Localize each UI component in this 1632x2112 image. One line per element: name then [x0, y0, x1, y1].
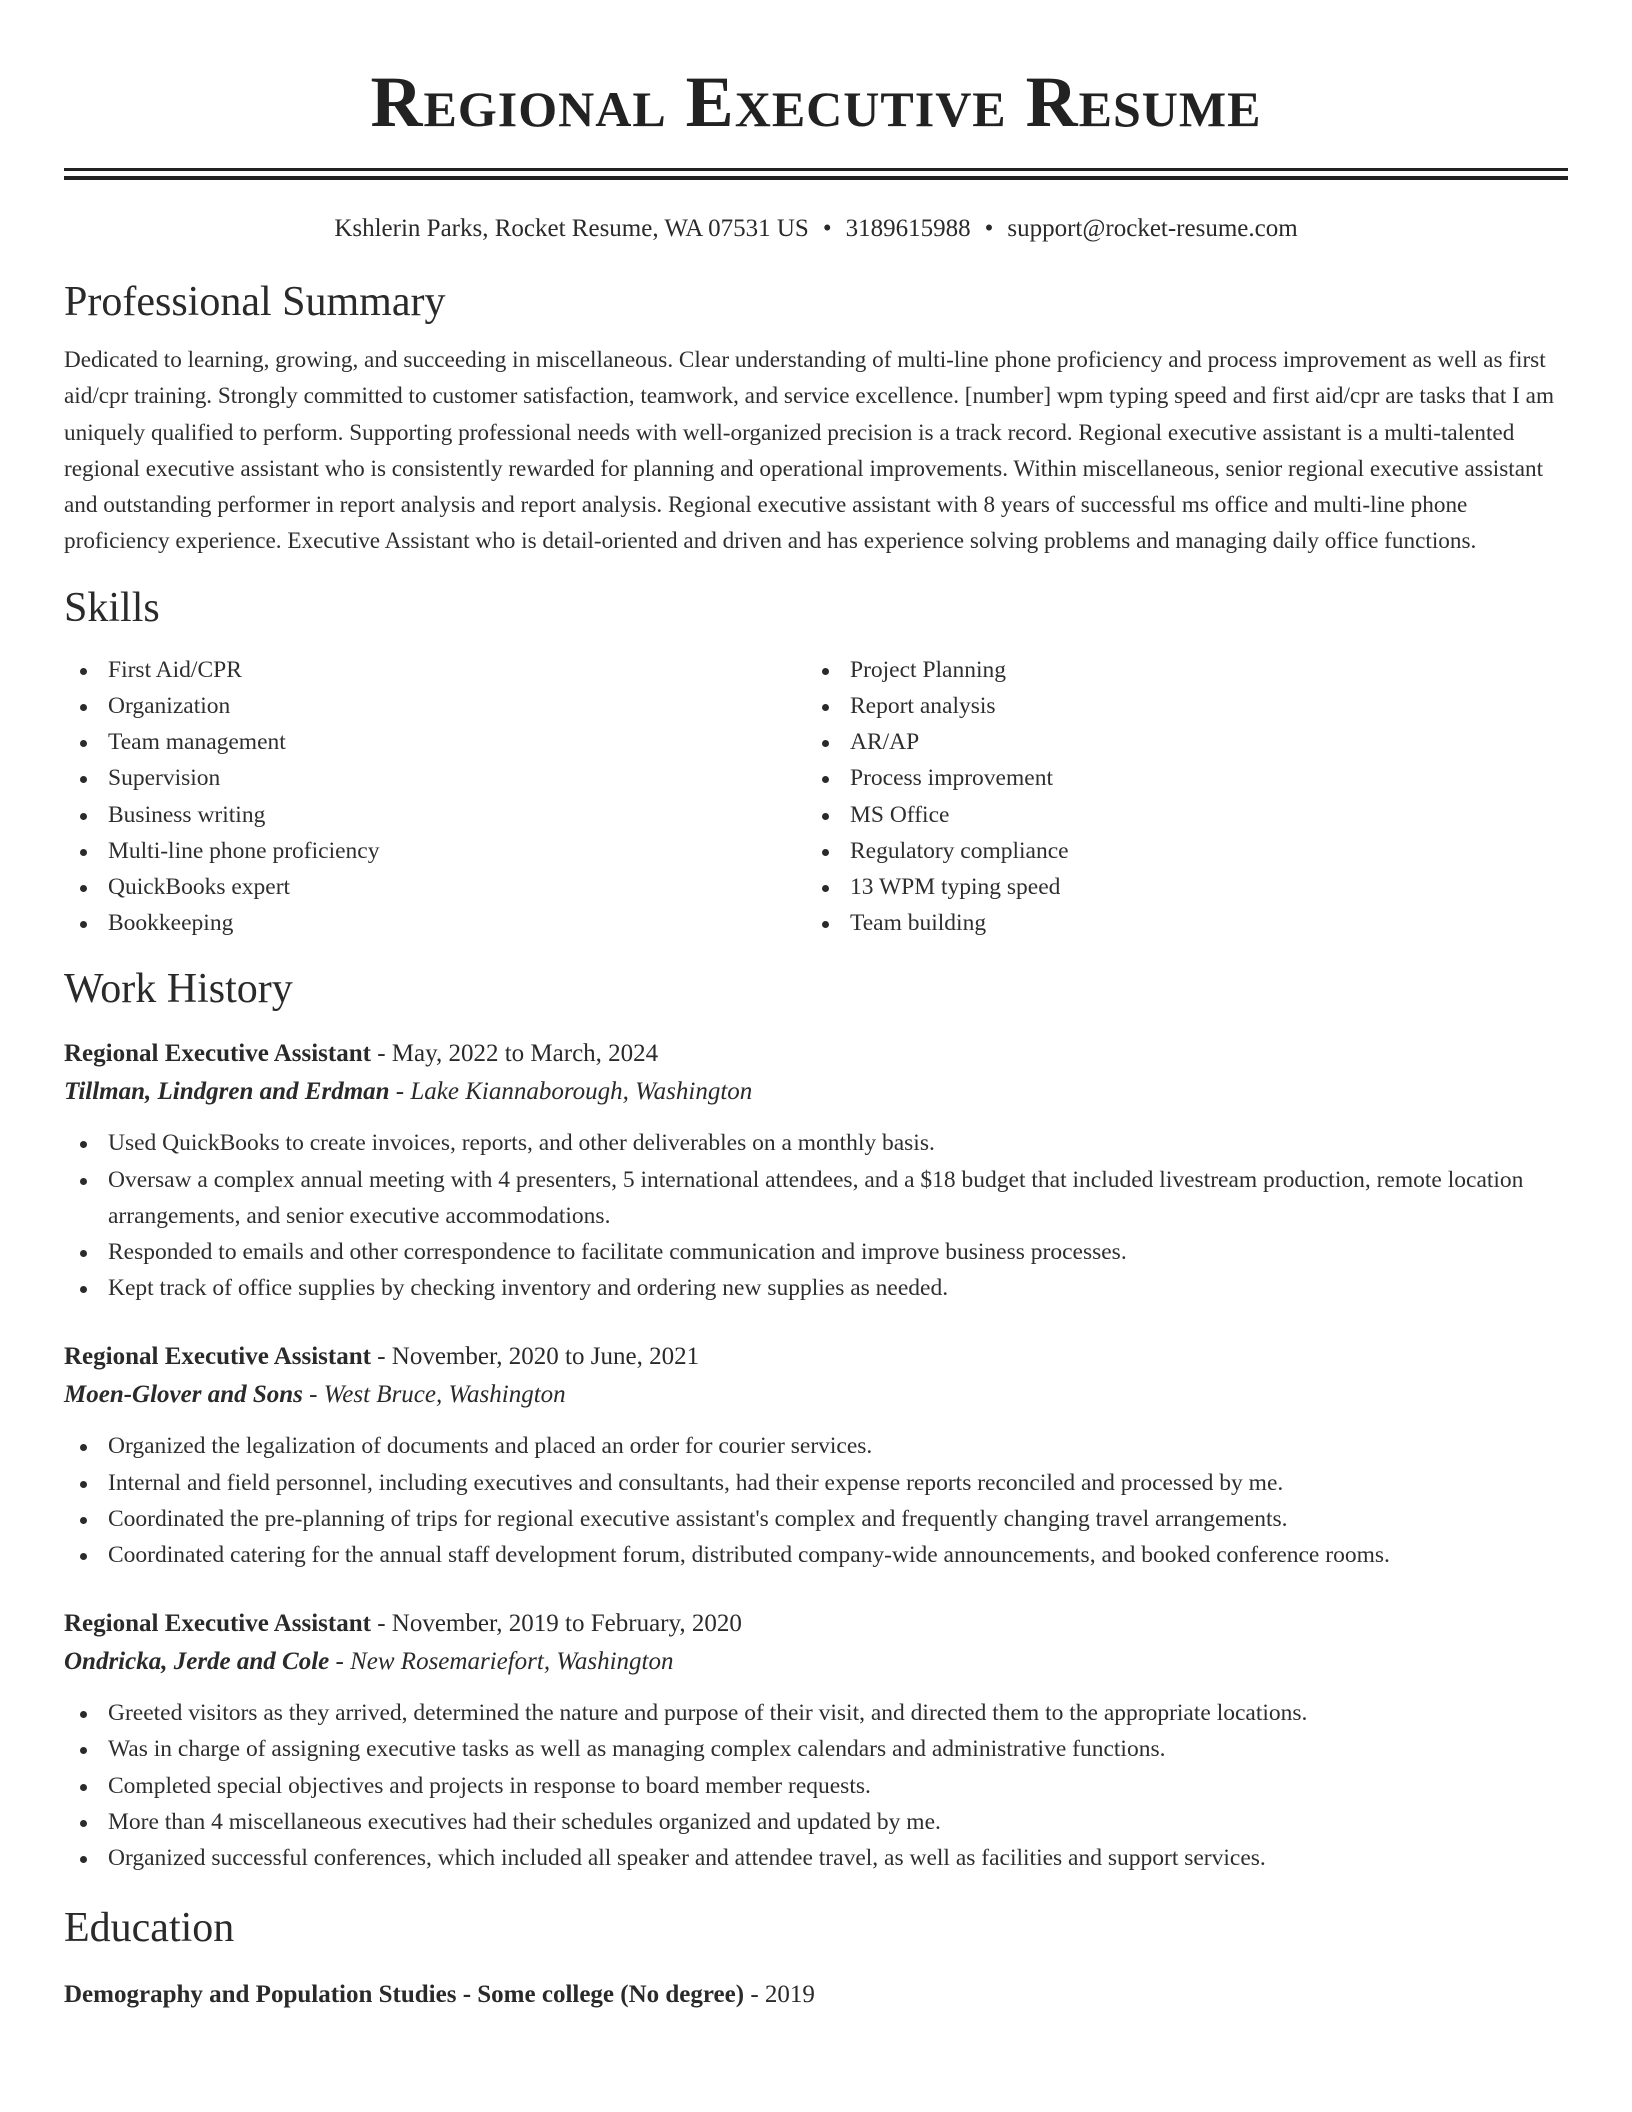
job-dates: November, 2019 to February, 2020 — [391, 1610, 742, 1638]
contact-address: Kshlerin Parks, Rocket Resume, WA 07531 US — [334, 215, 809, 242]
contact-separator: • — [984, 215, 994, 242]
job-location: New Rosemariefort, Washington — [350, 1648, 674, 1676]
job-company: Tillman, Lindgren and Erdman — [64, 1078, 390, 1106]
skill-item: Business writing — [64, 797, 806, 833]
skill-item: Team management — [64, 724, 806, 760]
duty-item: Coordinated the pre-planning of trips for regional executive assistant's complex and frequently changing travel arrangements. — [64, 1501, 1568, 1537]
title-divider-thin — [64, 176, 1568, 180]
education-year: 2019 — [764, 1981, 815, 2009]
job-title-line: Regional Executive Assistant - November, 2019 to February, 2020 — [64, 1610, 742, 1638]
job-entry — [64, 1605, 1568, 1876]
duty-item: Responded to emails and other correspondence to facilitate communication and improve business processes. — [64, 1234, 1568, 1270]
summary-text: Dedicated to learning, growing, and succeeding in miscellaneous. Clear understanding of multi-line phone proficiency and process improvement as well as first aid/cpr training. Strongly committed to customer satisfaction, teamwork, and service excellence. [number] wpm typing speed and first aid/cpr are tasks that I am uniquely qualified to perform. Supporting professional needs with well-organized precision is a track record. Regional executive assistant is a multi-talented regional executive assistant who is consistently rewarded for planning and operational improvements. Within miscellaneous, senior regional executive assistant and outstanding performer in report analysis and report analysis. Regional executive assistant with 8 years of successful ms office and multi-line phone proficiency experience. Executive Assistant who is detail-oriented and driven and has experience solving problems and managing daily office functions. — [64, 347, 1554, 555]
job-duties — [64, 1428, 1568, 1573]
skill-item: Supervision — [64, 760, 806, 796]
skill-item: QuickBooks expert — [64, 869, 806, 905]
duty-item: Organized successful conferences, which included all speaker and attendee travel, as well as facilities and support services. — [64, 1840, 1568, 1876]
skill-item: 13 WPM typing speed — [806, 869, 1548, 905]
job-company: Moen-Glover and Sons — [64, 1381, 303, 1409]
job-title-line: Regional Executive Assistant - May, 2022 to March, 2024 — [64, 1040, 659, 1068]
job-company-line: Tillman, Lindgren and Erdman - Lake Kiannaborough, Washington — [64, 1078, 753, 1106]
skill-item: Process improvement — [806, 760, 1548, 796]
skills-heading: Skills — [64, 584, 160, 631]
duty-item: Used QuickBooks to create invoices, reports, and other deliverables on a monthly basis. — [64, 1125, 1568, 1161]
job-entry — [64, 1338, 1568, 1573]
job-duties — [64, 1125, 1568, 1306]
duty-item: Was in charge of assigning executive tasks as well as managing complex calendars and administrative functions. — [64, 1731, 1568, 1767]
job-company-line: Ondricka, Jerde and Cole - New Rosemariefort, Washington — [64, 1648, 674, 1676]
skills-list — [64, 652, 1568, 942]
duty-item: Internal and field personnel, including executives and consultants, had their expense reports reconciled and processed by me. — [64, 1465, 1568, 1501]
education-entry: Demography and Population Studies - Some college (No degree) - 2019 — [64, 1981, 815, 2009]
skill-item: Multi-line phone proficiency — [64, 833, 806, 869]
job-company-line: Moen-Glover and Sons - West Bruce, Washington — [64, 1381, 566, 1409]
skill-item: Organization — [64, 688, 806, 724]
skill-item: Project Planning — [806, 652, 1548, 688]
skill-item: MS Office — [806, 797, 1548, 833]
duty-item: Greeted visitors as they arrived, determined the nature and purpose of their visit, and directed them to the appropriate locations. — [64, 1695, 1568, 1731]
education-degree: Demography and Population Studies - Some college (No degree) — [64, 1981, 745, 2009]
duty-item: Oversaw a complex annual meeting with 4 presenters, 5 international attendees, and a $18 budget that included livestream production, remote location arrangements, and senior executive accommodations. — [64, 1162, 1568, 1234]
job-role: Regional Executive Assistant — [64, 1040, 371, 1068]
duty-item: Organized the legalization of documents and placed an order for courier services. — [64, 1428, 1568, 1464]
title-divider-thick — [64, 168, 1568, 171]
contact-separator: • — [822, 215, 832, 242]
job-location: Lake Kiannaborough, Washington — [410, 1078, 753, 1106]
job-role: Regional Executive Assistant — [64, 1343, 371, 1371]
job-dates: May, 2022 to March, 2024 — [391, 1040, 659, 1068]
duty-item: Coordinated catering for the annual staff development forum, distributed company-wide announcements, and booked conference rooms. — [64, 1537, 1568, 1573]
contact-phone: 3189615988 — [845, 215, 971, 242]
duty-item: Kept track of office supplies by checking inventory and ordering new supplies as needed. — [64, 1270, 1568, 1306]
skill-item: Report analysis — [806, 688, 1548, 724]
job-location: West Bruce, Washington — [323, 1381, 566, 1409]
job-role: Regional Executive Assistant — [64, 1610, 371, 1638]
education-heading: Education — [64, 1905, 235, 1952]
work-history-heading: Work History — [64, 966, 293, 1013]
job-dates: November, 2020 to June, 2021 — [391, 1343, 700, 1371]
skill-item: AR/AP — [806, 724, 1548, 760]
job-title-line: Regional Executive Assistant - November, 2020 to June, 2021 — [64, 1343, 700, 1371]
duty-item: More than 4 miscellaneous executives had their schedules organized and updated by me. — [64, 1804, 1568, 1840]
skill-item: Regulatory compliance — [806, 833, 1548, 869]
contact-line — [64, 214, 1568, 244]
skill-item: Team building — [806, 905, 1548, 941]
skills-column-left — [64, 652, 806, 942]
summary-heading: Professional Summary — [64, 279, 446, 325]
duty-item: Completed special objectives and projects in response to board member requests. — [64, 1768, 1568, 1804]
resume-title: Regional Executive Resume — [370, 62, 1262, 142]
job-company: Ondricka, Jerde and Cole — [64, 1648, 330, 1676]
skill-item: First Aid/CPR — [64, 652, 806, 688]
contact-email: support@rocket-resume.com — [1007, 215, 1298, 242]
job-duties — [64, 1695, 1568, 1876]
skills-column-right — [806, 652, 1548, 942]
skill-item: Bookkeeping — [64, 905, 806, 941]
job-entry — [64, 1035, 1568, 1306]
resume-page — [64, 0, 1568, 2014]
